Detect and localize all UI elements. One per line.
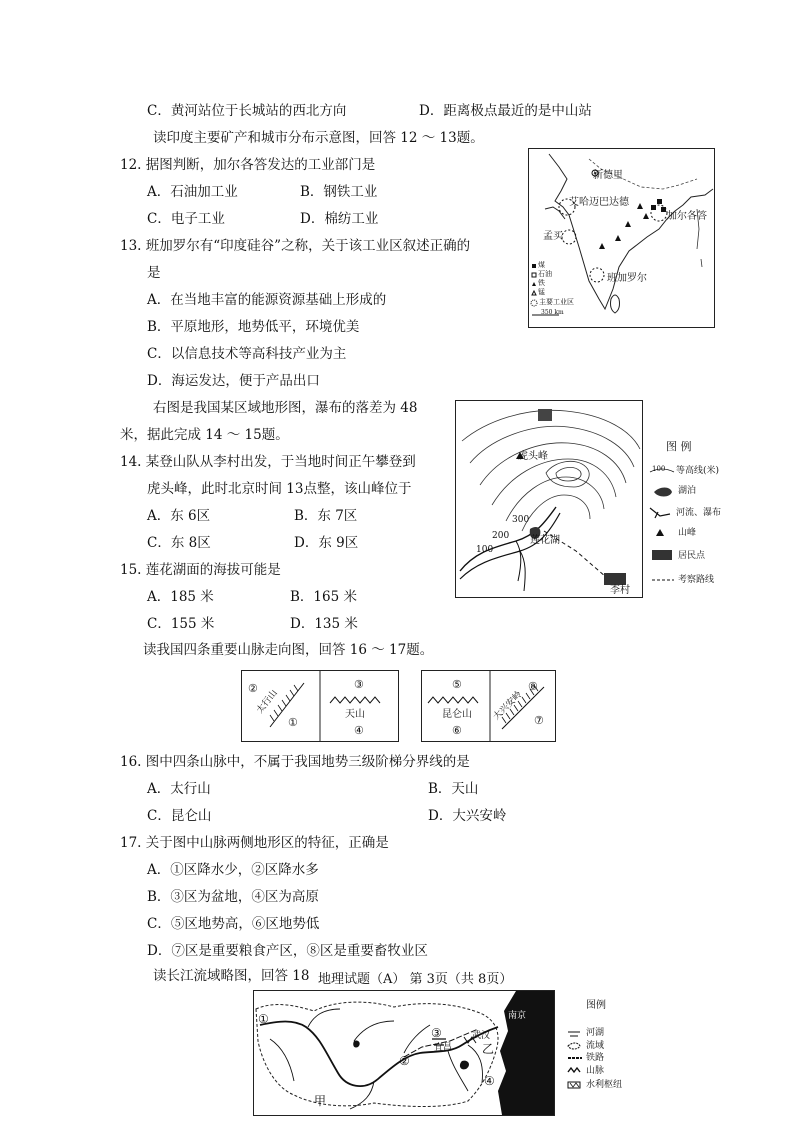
yangtze-mark-2: ② bbox=[399, 1054, 410, 1068]
q12-option-b: B．钢铁工业 bbox=[300, 184, 378, 200]
q16-option-d: D．大兴安岭 bbox=[428, 808, 507, 824]
terrain-legend-lake: 湖泊 bbox=[678, 486, 697, 496]
label-hutou-peak: 虎头峰 bbox=[518, 451, 548, 462]
intro-18: 读长江流域略图，回答 18 bbox=[153, 968, 310, 984]
contour-label-100: 100 bbox=[476, 545, 494, 555]
label-delhi: 新德里 bbox=[593, 170, 623, 181]
q11-option-d: D．距离极点最近的是中山站 bbox=[419, 103, 592, 119]
q14-option-c: C．东 8区 bbox=[147, 535, 211, 551]
coal-marker bbox=[651, 205, 656, 210]
q17-option-c: C．⑤区地势高，⑥区地势低 bbox=[147, 916, 320, 932]
q16-option-c: C．昆仑山 bbox=[147, 808, 212, 824]
terrain-map bbox=[455, 400, 643, 598]
terrain-legend-contour-value: 100 bbox=[652, 465, 666, 473]
q12-stem: 12. 据图判断，加尔各答发达的工业部门是 bbox=[120, 157, 376, 173]
mark-2: ② bbox=[248, 682, 258, 695]
legend-scale: 350 km bbox=[541, 309, 564, 316]
east-sea bbox=[498, 991, 554, 1115]
yangtze-legend-lake: 河湖 bbox=[586, 1028, 605, 1038]
label-nanjing: 南京 bbox=[508, 1011, 527, 1021]
mark-7: ⑦ bbox=[534, 714, 544, 727]
intro-16-17: 读我国四条重要山脉走向图，回答 16 ～ 17题。 bbox=[143, 642, 434, 658]
q14-stem-line1: 14. 某登山队从李村出发，于当地时间正午攀登到 bbox=[120, 454, 416, 470]
dongting-lake bbox=[460, 1061, 469, 1070]
label-kolkata: 加尔各答 bbox=[667, 211, 707, 222]
label-taihang: 太行山 bbox=[255, 688, 280, 716]
q12-option-c: C．电子工业 bbox=[147, 211, 225, 227]
q13-option-a: A．在当地丰富的能源资源基础上形成的 bbox=[147, 292, 387, 308]
mark-3: ③ bbox=[354, 678, 364, 691]
yangtze-legend-title: 图例 bbox=[586, 1000, 606, 1011]
q13-option-d: D．海运发达，便于产品出口 bbox=[147, 373, 320, 389]
terrain-contours bbox=[456, 401, 642, 597]
basin-boundary bbox=[256, 1002, 498, 1106]
label-lianhua-lake: 莲花湖 bbox=[530, 535, 560, 546]
intro-14-15-line1: 右图是我国某区域地形图，瀑布的落差为 48 bbox=[153, 400, 418, 416]
yangtze-legend-mountain: 山脉 bbox=[586, 1066, 605, 1076]
q13-stem-line1: 13. 班加罗尔有“印度硅谷”之称，关于该工业区叙述正确的 bbox=[120, 238, 471, 254]
q13-option-c: C．以信息技术等高科技产业为主 bbox=[147, 346, 347, 362]
q17-stem: 17. 关于图中山脉两侧地形区的特征，正确是 bbox=[120, 835, 389, 851]
terrain-legend-title: 图 例 bbox=[666, 440, 692, 453]
yangtze-legend-basin: 流域 bbox=[586, 1041, 605, 1051]
contour-label-300: 300 bbox=[512, 515, 530, 525]
label-kunlun: 昆仑山 bbox=[442, 709, 472, 720]
label-ahmedabad: 艾哈迈巴达德 bbox=[569, 197, 629, 208]
yangtze-mark-jia: 甲 bbox=[314, 1094, 327, 1108]
q12-option-a: A．石油加工业 bbox=[147, 184, 238, 200]
mountain-diagram-right bbox=[421, 670, 556, 742]
mark-5: ⑤ bbox=[452, 678, 462, 691]
q14-option-a: A．东 6区 bbox=[147, 508, 211, 524]
label-yichang: 宜昌 bbox=[434, 1043, 453, 1053]
q17-option-d: D．⑦区是重要粮食产区，⑧区是重要畜牧业区 bbox=[147, 943, 428, 959]
mark-4: ④ bbox=[354, 724, 364, 737]
q15-option-a: A．185 米 bbox=[147, 589, 214, 605]
legend-iron: 铁 bbox=[538, 279, 545, 287]
label-bangalore: 班加罗尔 bbox=[607, 273, 647, 284]
kunlun-ridge bbox=[428, 697, 478, 703]
india-map bbox=[528, 148, 715, 328]
terrain-legend-river: 河流、瀑布 bbox=[676, 508, 722, 518]
q15-option-c: C．155 米 bbox=[147, 616, 215, 632]
terrain-legend bbox=[648, 440, 748, 600]
industrial-zone-bangalore bbox=[590, 268, 604, 282]
yangtze-legend bbox=[566, 998, 646, 1098]
yangtze-mark-1: ① bbox=[258, 1012, 269, 1026]
q16-option-b: B．天山 bbox=[428, 781, 479, 797]
legend-manganese: 锰 bbox=[538, 288, 545, 296]
yangtze-main bbox=[260, 1022, 498, 1087]
q17-option-b: B．③区为盆地，④区为高原 bbox=[147, 889, 319, 905]
page-footer: 地理试题（A） 第 3页（共 8页） bbox=[318, 972, 513, 987]
terrain-legend-route: 考察路线 bbox=[678, 575, 715, 585]
yangtze-legend-rail: 铁路 bbox=[586, 1053, 605, 1063]
yangtze-legend-hydro: 水利枢纽 bbox=[586, 1080, 623, 1090]
terrain-legend-contour: 等高线(米) bbox=[676, 466, 720, 476]
q13-stem-line2: 是 bbox=[147, 265, 161, 281]
q15-option-d: D．135 米 bbox=[290, 616, 358, 632]
label-licun: 李村 bbox=[610, 585, 630, 596]
mountain-diagram-left bbox=[241, 670, 399, 742]
q14-option-b: B．东 7区 bbox=[294, 508, 358, 524]
mark-1: ① bbox=[288, 716, 298, 729]
q15-option-b: B．165 米 bbox=[290, 589, 357, 605]
yangtze-mark-yi: 乙 bbox=[482, 1042, 495, 1056]
mark-6: ⑥ bbox=[452, 724, 462, 737]
taihang-ridge bbox=[270, 683, 304, 727]
intro-12-13: 读印度主要矿产和城市分布示意图，回答 12 ～ 13题。 bbox=[153, 130, 484, 146]
q13-option-b: B．平原地形，地势低平，环境优美 bbox=[147, 319, 360, 335]
mark-8: ⑧ bbox=[528, 680, 538, 693]
contour-label-200: 200 bbox=[492, 531, 510, 541]
sri-lanka-outline bbox=[611, 295, 620, 313]
legend-industrial: 主要工业区 bbox=[539, 298, 574, 306]
iron-markers bbox=[599, 213, 649, 249]
legend-oil: 石油 bbox=[538, 270, 552, 278]
label-daxinganling: 大兴安岭 bbox=[491, 689, 525, 723]
q17-option-a: A．①区降水少，②区降水多 bbox=[147, 862, 319, 878]
q16-stem: 16. 图中四条山脉中，不属于我国地势三级阶梯分界线的是 bbox=[120, 754, 470, 770]
q16-option-a: A．太行山 bbox=[147, 781, 211, 797]
tianshan-ridge bbox=[330, 697, 380, 703]
intro-14-15-line2: 米，据此完成 14 ～ 15题。 bbox=[120, 427, 289, 443]
settlement-top bbox=[538, 409, 552, 421]
q12-option-d: D．棉纺工业 bbox=[300, 211, 379, 227]
terrain-legend-settlement: 居民点 bbox=[678, 551, 706, 561]
terrain-legend-peak: 山峰 bbox=[678, 528, 697, 538]
yangtze-mark-4: ④ bbox=[484, 1074, 495, 1088]
yangtze-mark-3: ③ bbox=[431, 1026, 442, 1040]
q15-stem: 15. 莲花湖面的海拔可能是 bbox=[120, 562, 281, 578]
label-mumbai: 孟买 bbox=[543, 231, 563, 242]
q11-option-c: C．黄河站位于长城站的西北方向 bbox=[147, 103, 347, 119]
yangtze-map bbox=[253, 990, 555, 1116]
q14-stem-line2: 虎头峰，此时北京时间 13点整，该山峰位于 bbox=[147, 481, 412, 497]
q14-option-d: D．东 9区 bbox=[294, 535, 359, 551]
label-wuhan: 武汉 bbox=[472, 1031, 491, 1041]
label-tianshan: 天山 bbox=[345, 709, 365, 720]
settlement-licun bbox=[604, 573, 626, 585]
legend-coal: 煤 bbox=[538, 261, 545, 269]
